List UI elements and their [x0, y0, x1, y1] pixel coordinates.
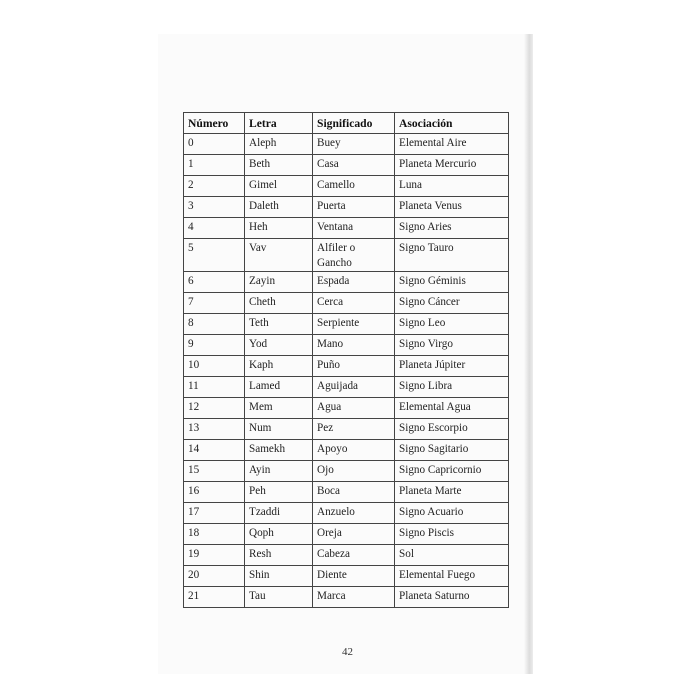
- cell-letra: Teth: [245, 314, 313, 335]
- cell-significado: Marca: [313, 587, 395, 608]
- cell-letra: Ayin: [245, 461, 313, 482]
- cell-asociacion: Luna: [395, 176, 509, 197]
- cell-letra: Beth: [245, 155, 313, 176]
- cell-numero: 18: [184, 524, 245, 545]
- cell-numero: 10: [184, 356, 245, 377]
- page-edge-shadow: [524, 34, 533, 674]
- cell-asociacion: Signo Piscis: [395, 524, 509, 545]
- cell-letra: Tau: [245, 587, 313, 608]
- cell-numero: 4: [184, 218, 245, 239]
- cell-numero: 19: [184, 545, 245, 566]
- cell-significado: Mano: [313, 335, 395, 356]
- cell-letra: Qoph: [245, 524, 313, 545]
- cell-significado: Cabeza: [313, 545, 395, 566]
- table-row: [184, 134, 509, 155]
- cell-asociacion: Signo Aries: [395, 218, 509, 239]
- cell-significado: Espada: [313, 272, 395, 293]
- cell-letra: Lamed: [245, 377, 313, 398]
- cell-significado: Pez: [313, 419, 395, 440]
- table-row: [184, 377, 509, 398]
- cell-numero: 9: [184, 335, 245, 356]
- cell-letra: Yod: [245, 335, 313, 356]
- cell-asociacion: Sol: [395, 545, 509, 566]
- table-row: [184, 197, 509, 218]
- cell-asociacion: Planeta Júpiter: [395, 356, 509, 377]
- cell-significado: Buey: [313, 134, 395, 155]
- table-header-row: [184, 113, 509, 134]
- cell-numero: 15: [184, 461, 245, 482]
- cell-letra: Num: [245, 419, 313, 440]
- cell-letra: Heh: [245, 218, 313, 239]
- cell-significado: Serpiente: [313, 314, 395, 335]
- table-row: [184, 440, 509, 461]
- table-row: [184, 503, 509, 524]
- hebrew-letters-table: [183, 112, 509, 608]
- cell-letra: Gimel: [245, 176, 313, 197]
- cell-asociacion: Signo Leo: [395, 314, 509, 335]
- cell-numero: 6: [184, 272, 245, 293]
- table-row: [184, 176, 509, 197]
- cell-numero: 21: [184, 587, 245, 608]
- cell-numero: 1: [184, 155, 245, 176]
- cell-significado: Puño: [313, 356, 395, 377]
- table-row: [184, 239, 509, 272]
- cell-significado: Casa: [313, 155, 395, 176]
- table-row: [184, 587, 509, 608]
- cell-letra: Vav: [245, 239, 313, 272]
- table-row: [184, 545, 509, 566]
- cell-letra: Tzaddi: [245, 503, 313, 524]
- table-row: [184, 398, 509, 419]
- cell-significado: Ventana: [313, 218, 395, 239]
- cell-numero: 16: [184, 482, 245, 503]
- header-significado: Significado: [313, 113, 395, 134]
- cell-asociacion: Signo Cáncer: [395, 293, 509, 314]
- cell-asociacion: Planeta Venus: [395, 197, 509, 218]
- cell-numero: 20: [184, 566, 245, 587]
- cell-numero: 8: [184, 314, 245, 335]
- cell-letra: Resh: [245, 545, 313, 566]
- cell-numero: 5: [184, 239, 245, 272]
- cell-letra: Kaph: [245, 356, 313, 377]
- cell-letra: Zayin: [245, 272, 313, 293]
- table-row: [184, 419, 509, 440]
- cell-significado: Boca: [313, 482, 395, 503]
- cell-asociacion: Planeta Marte: [395, 482, 509, 503]
- cell-significado: Camello: [313, 176, 395, 197]
- table-row: [184, 461, 509, 482]
- cell-significado: Anzuelo: [313, 503, 395, 524]
- cell-asociacion: Elemental Agua: [395, 398, 509, 419]
- cell-letra: Shin: [245, 566, 313, 587]
- cell-asociacion: Signo Acuario: [395, 503, 509, 524]
- cell-numero: 3: [184, 197, 245, 218]
- table-row: [184, 482, 509, 503]
- table-row: [184, 356, 509, 377]
- table-row: [184, 335, 509, 356]
- cell-numero: 2: [184, 176, 245, 197]
- cell-significado: Ojo: [313, 461, 395, 482]
- cell-asociacion: Signo Escorpio: [395, 419, 509, 440]
- cell-significado: Oreja: [313, 524, 395, 545]
- cell-significado: Agua: [313, 398, 395, 419]
- cell-letra: Daleth: [245, 197, 313, 218]
- table-row: [184, 272, 509, 293]
- page-number: 42: [342, 646, 353, 658]
- cell-significado: Cerca: [313, 293, 395, 314]
- table-row: [184, 293, 509, 314]
- cell-asociacion: Planeta Saturno: [395, 587, 509, 608]
- header-asociacion: Asociación: [395, 113, 509, 134]
- cell-numero: 13: [184, 419, 245, 440]
- cell-numero: 11: [184, 377, 245, 398]
- table-row: [184, 566, 509, 587]
- cell-numero: 0: [184, 134, 245, 155]
- cell-letra: Peh: [245, 482, 313, 503]
- cell-asociacion: Signo Libra: [395, 377, 509, 398]
- cell-numero: 17: [184, 503, 245, 524]
- header-letra: Letra: [245, 113, 313, 134]
- cell-asociacion: Signo Virgo: [395, 335, 509, 356]
- cell-asociacion: Signo Capricornio: [395, 461, 509, 482]
- cell-asociacion: Elemental Aire: [395, 134, 509, 155]
- cell-significado: Alfiler o Gancho: [313, 239, 395, 272]
- cell-letra: Samekh: [245, 440, 313, 461]
- header-numero: Número: [184, 113, 245, 134]
- cell-asociacion: Elemental Fuego: [395, 566, 509, 587]
- cell-numero: 14: [184, 440, 245, 461]
- cell-asociacion: Signo Sagitario: [395, 440, 509, 461]
- table-row: [184, 218, 509, 239]
- cell-letra: Cheth: [245, 293, 313, 314]
- cell-numero: 12: [184, 398, 245, 419]
- cell-letra: Aleph: [245, 134, 313, 155]
- cell-significado: Diente: [313, 566, 395, 587]
- cell-asociacion: Signo Géminis: [395, 272, 509, 293]
- cell-significado: Apoyo: [313, 440, 395, 461]
- cell-significado: Aguijada: [313, 377, 395, 398]
- cell-asociacion: Planeta Mercurio: [395, 155, 509, 176]
- cell-significado: Puerta: [313, 197, 395, 218]
- cell-letra: Mem: [245, 398, 313, 419]
- cell-asociacion: Signo Tauro: [395, 239, 509, 272]
- table-row: [184, 155, 509, 176]
- table-row: [184, 524, 509, 545]
- cell-numero: 7: [184, 293, 245, 314]
- table-row: [184, 314, 509, 335]
